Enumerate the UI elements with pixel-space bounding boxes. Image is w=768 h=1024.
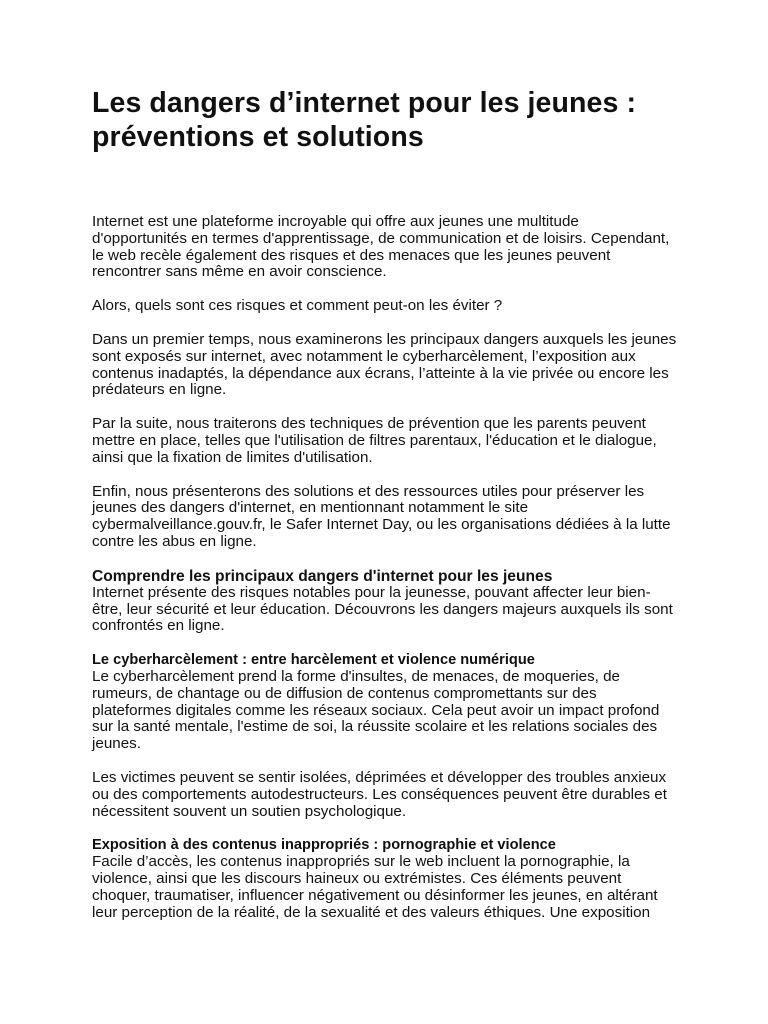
cyberharcelement-paragraph-2: Les victimes peuvent se sentir isolées, déprimées et développer des troubles anxieux ou des comportements autodestructeurs. Les conséquences peuvent être durables et nécessitent souvent un soutien psychologique. [92,768,667,820]
cyberharcelement-paragraph-1: Le cyberharcèlement prend la forme d'insultes, de menaces, de moqueries, de rumeurs, de chantage ou de diffusion de contenus compromettants sur des plateformes digitales comme les réseaux sociaux. Cela peut avoir un impact profond sur la santé mentale, l'estime de soi, la réussite scolaire et les relations sociales des jeunes. [92,667,660,753]
document-page [92,86,678,938]
subsection-heading-cyberharcelement: Le cyberharcèlement : entre harcèlement et violence numérique [92,652,535,669]
section-heading: Comprendre les principaux dangers d'internet pour les jeunes [92,567,553,585]
intro-paragraph-2: Alors, quels sont ces risques et comment peut-on les éviter ? [92,297,503,315]
intro-paragraph-1: Internet est une plateforme incroyable qui offre aux jeunes une multitude d'opportunités en termes d'apprentissage, de communication et de loisirs. Cependant, le web recèle également des risques et des menaces que les jeunes peuvent rencontrer sans même en avoir conscience. [92,213,670,281]
intro-paragraph-3: Dans un premier temps, nous examinerons les principaux dangers auxquels les jeunes sont exposés sur internet, avec notamment le cyberharcèlement, l’exposition aux contenus inadaptés, la dépendance aux écrans, l’atteinte à la vie privée ou encore les prédateurs en ligne. [92,330,677,399]
contenus-inappropries-paragraph: Facile d’accès, les contenus inappropriés sur le web incluent la pornographie, la violence, ainsi que les discours haineux ou extrémistes. Ces éléments peuvent choquer, traumatiser, influencer négativement ou désinformer les jeunes, en altérant leur perception de la réalité, de la sexualité et des valeurs éthiques. Une exposition [92,853,658,921]
document-title: Les dangers d’internet pour les jeunes : préventions et solutions [92,87,637,153]
section-paragraph: Internet présente des risques notables pour la jeunesse, pouvant affecter leur bien-être, leur sécurité et leur éducation. Découvrons les dangers majeurs auxquels ils sont confrontés en ligne. [92,583,673,635]
document-body [92,214,678,921]
subsection-heading-contenus-inappropries: Exposition à des contenus inappropriés : pornographie et violence [92,837,556,854]
intro-paragraph-5: Enfin, nous présenterons des solutions et des ressources utiles pour préserver les jeunes des dangers d'internet, en mentionnant notamment le site cybermalveillance.gouv.fr, le Safer Internet Day, ou les organisations dédiées à la lutte contre les abus en ligne. [92,482,671,550]
intro-paragraph-4: Par la suite, nous traiterons des techniques de prévention que les parents peuvent mettre en place, telles que l'utilisation de filtres parentaux, l'éducation et le dialogue, ainsi que la fixation de limites d'utilisation. [92,415,657,466]
